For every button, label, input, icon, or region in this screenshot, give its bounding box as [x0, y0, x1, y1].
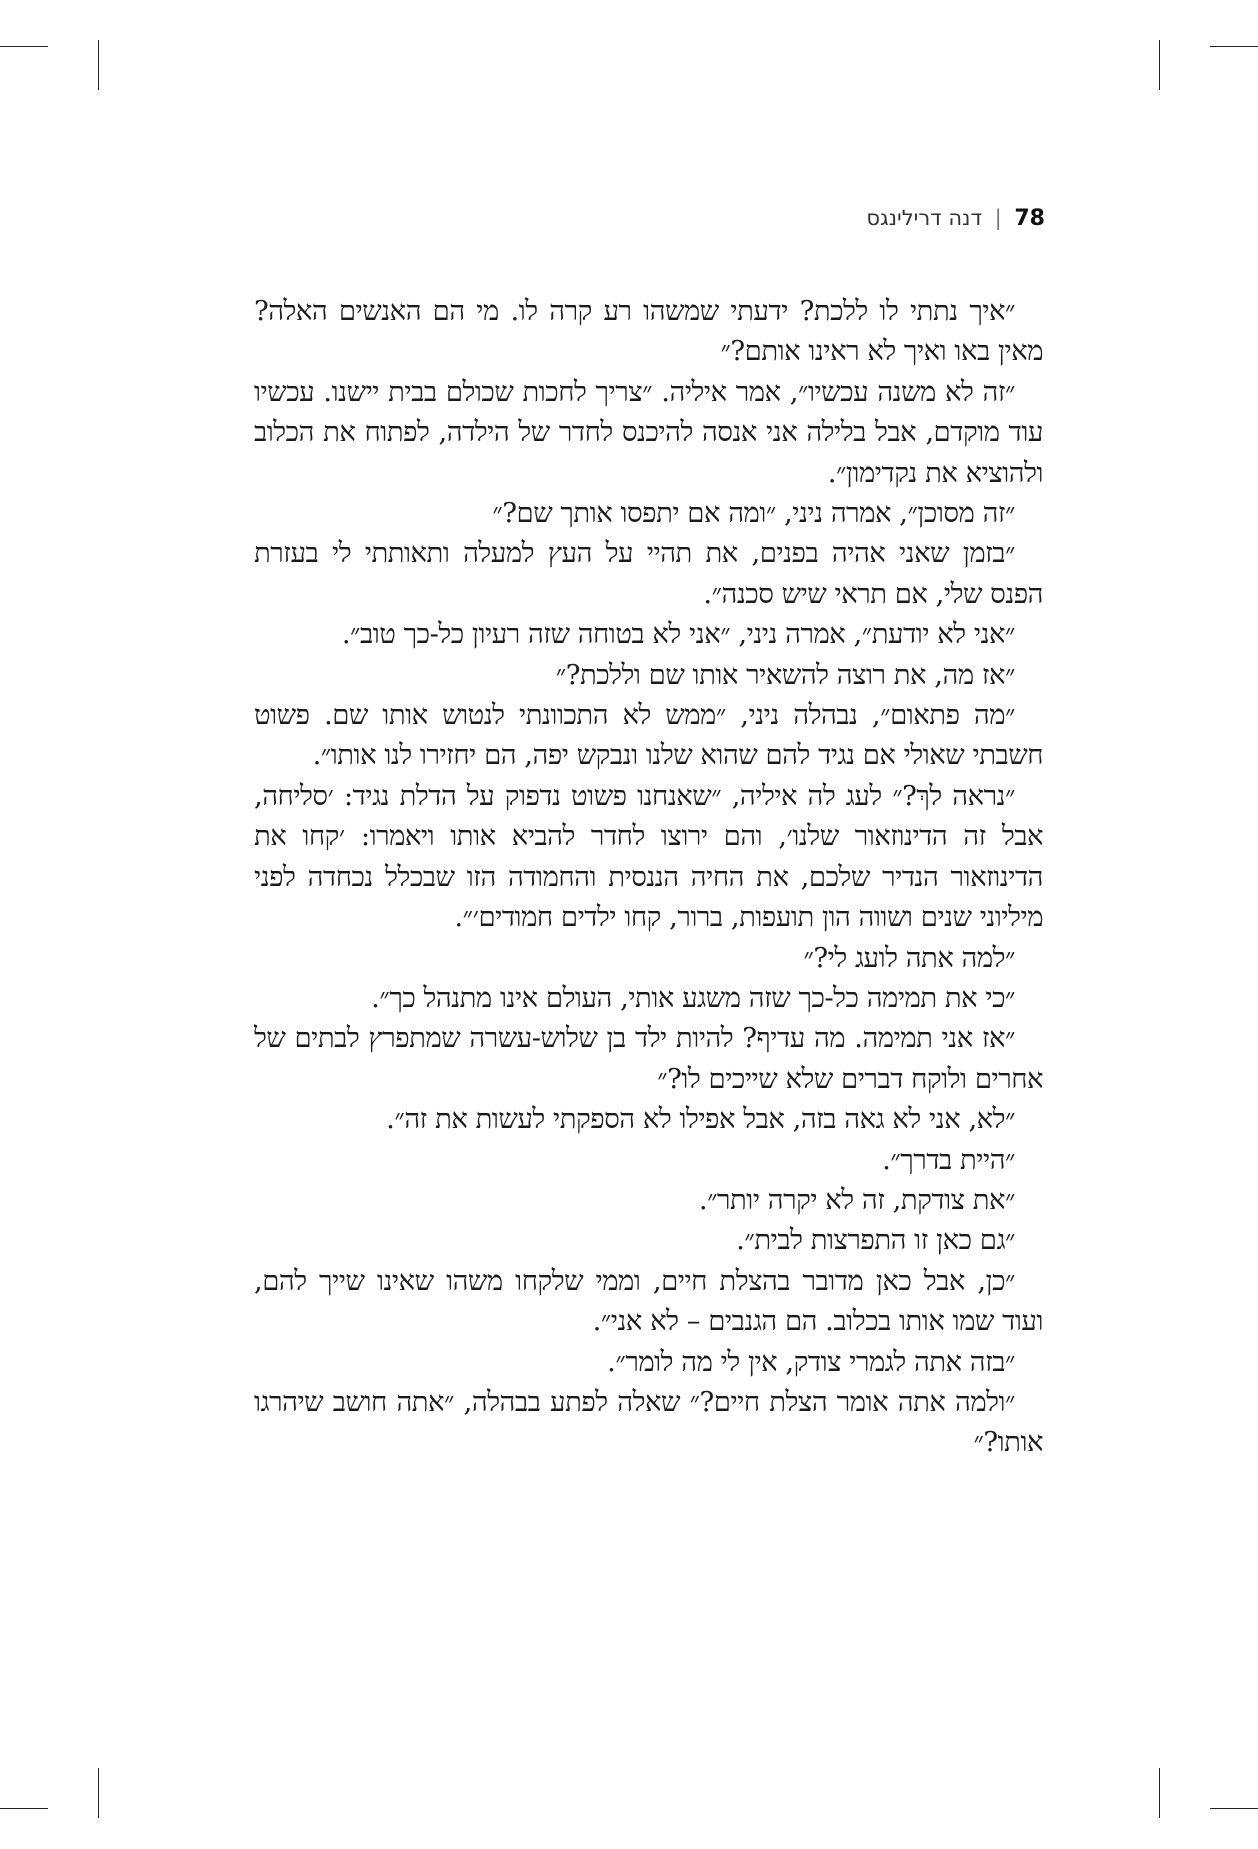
paragraph: ״זה מסוכן״, אמרה ניני, ״ומה אם יתפסו אותך שם?״ [492, 497, 1015, 530]
paragraph: ״ולמה אתה אומר הצלת חיים?״ שאלה לפתע בבהלה, ״אתה חושב שיהרגו אותו?״ [254, 1385, 1043, 1459]
crop-mark-top-right-v [1159, 40, 1160, 90]
paragraph: ״כי את תמימה כל-כך שזה משגע אותי, העולם אינו מתנהל כך״. [371, 981, 1015, 1014]
paragraph: ״נראה לךְ?״ לעג לה איליה, ״שאנחנו פשוט נדפוק על הדלת נגיד: ׳סליחה, אבל זה הדינוזאור שלנו׳, והם ירוצו לחדר להביא אותו ויאמרו: ׳קחו את הדינוזאור הנדיר שלכם, את החיה הננסית והחמודה הזו שבכלל נכחדה לפני מיליוני שנים ושווה הון תועפות, ברור, קחו ילדים חמודים׳״. [254, 779, 1043, 934]
crop-mark-top-right-h [1210, 46, 1258, 47]
paragraph: ״למה אתה לועג לי?״ [803, 941, 1015, 974]
crop-mark-bottom-left-h [0, 1808, 48, 1809]
paragraph: ״גם כאן זו התפרצות לבית״. [736, 1224, 1015, 1257]
paragraph: ״כן, אבל כאן מדובר בהצלת חיים, וממי שלקחו משהו שאינו שייך להם, ועוד שמו אותו בכלוב. הם הגנבים – לא אני״. [254, 1264, 1043, 1338]
crop-mark-top-left-h [0, 46, 48, 47]
body-text [254, 291, 1043, 1463]
paragraph: ״אני לא יודעת״, אמרה ניני, ״אני לא בטוחה שזה רעיון כל-כך טוב״. [341, 618, 1015, 651]
author-name: דנה דרילינגס [866, 206, 982, 230]
crop-mark-bottom-left-v [98, 1768, 99, 1818]
paragraph: ״היית בדרך״. [882, 1143, 1015, 1176]
paragraph: ״לא, אני לא גאה בזה, אבל אפילו לא הספקתי לעשות את זה״. [386, 1103, 1015, 1136]
paragraph: ״מה פתאום״, נבהלה ניני, ״ממש לא התכוונתי לנטוש אותו שם. פשוט חשבתי שאולי אם נגיד להם שהוא שלנו ונבקש יפה, הם יחזירו לנו אותו״. [254, 699, 1043, 772]
paragraph: ״בזה אתה לגמרי צודק, אין לי מה לומר״. [607, 1345, 1015, 1378]
paragraph: ״את צודקת, זה לא יקרה יותר״. [698, 1183, 1015, 1216]
paragraph: ״אז אני תמימה. מה עדיף? להיות ילד בן שלוש-עשרה שמתפרץ לבתים של אחרים ולוקח דברים שלא שייכים לו?״ [254, 1022, 1043, 1095]
page-number: 78 [1014, 206, 1045, 231]
paragraph: ״אז מה, את רוצה להשאיר אותו שם וללכת?״ [555, 658, 1015, 691]
running-header [700, 203, 1045, 234]
crop-mark-bottom-right-v [1159, 1768, 1160, 1818]
header-separator: | [994, 206, 1002, 230]
paragraph: ״איך נתתי לו ללכת? ידעתי שמשהו רע קרה לו. מי הם האנשים האלה? מאין באו ואיך לא ראינו אותם?״ [254, 295, 1043, 368]
crop-mark-top-left-v [98, 40, 99, 90]
paragraph: ״בזמן שאני אהיה בפנים, את תהיי על העץ למעלה ותאותתי לי בעזרת הפנס שלי, אם תראי שיש סכנה״. [254, 537, 1043, 610]
crop-mark-bottom-right-h [1210, 1808, 1258, 1809]
paragraph: ״זה לא משנה עכשיו״, אמר איליה. ״צריך לחכות שכולם בבית יישנו. עכשיו עוד מוקדם, אבל בלילה אני אנסה להיכנס לחדר של הילדה, לפתוח את הכלוב ולהוציא את נקדימון״. [254, 375, 1043, 489]
